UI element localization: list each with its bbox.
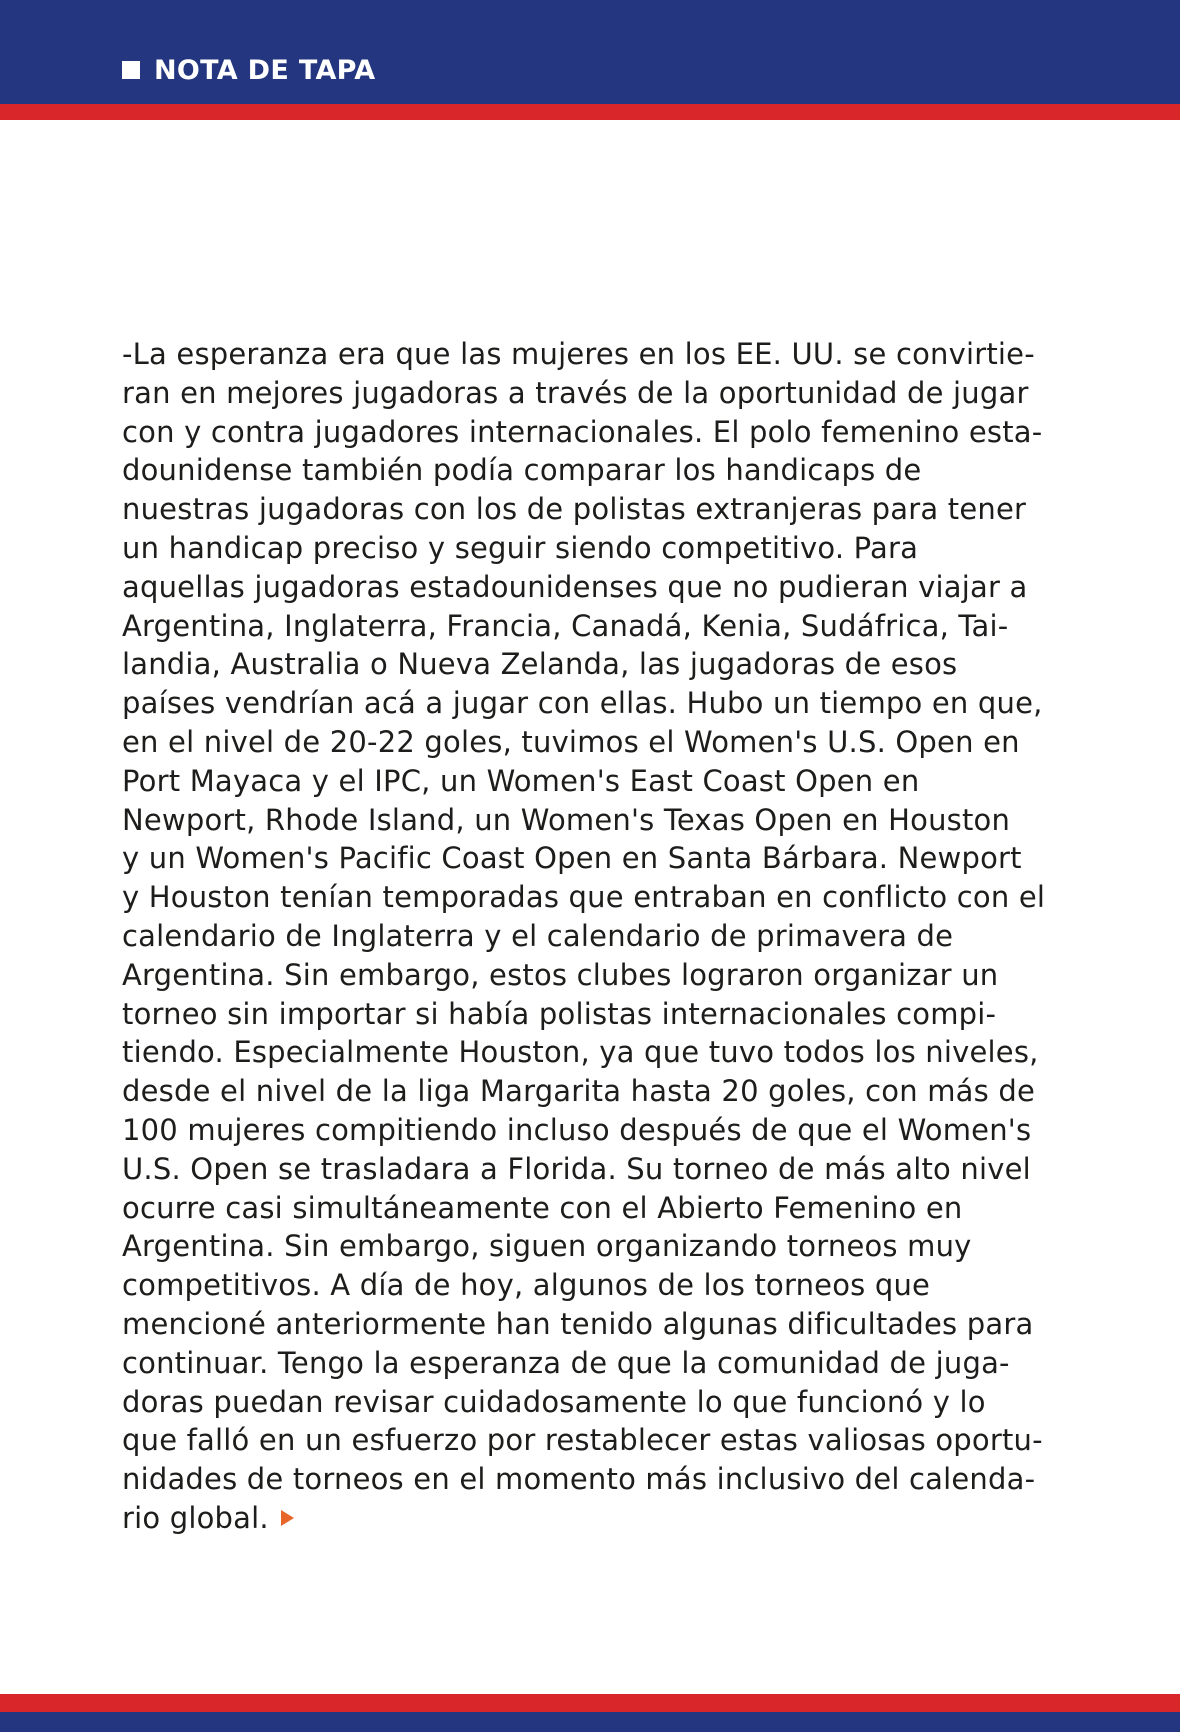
article-line: continuar. Tengo la esperanza de que la comunidad de juga- <box>122 1345 1010 1380</box>
article-line: ocurre casi simultáneamente con el Abierto Femenino en <box>122 1190 963 1225</box>
article-line: Argentina, Inglaterra, Francia, Canadá, Kenia, Sudáfrica, Tai- <box>122 608 1009 643</box>
article-line: en el nivel de 20-22 goles, tuvimos el Women's U.S. Open en <box>122 724 1020 759</box>
article-line: ran en mejores jugadoras a través de la oportunidad de jugar <box>122 375 1029 410</box>
article-line: un handicap preciso y seguir siendo competitivo. Para <box>122 530 919 565</box>
article-line: Newport, Rhode Island, un Women's Texas Open en Houston <box>122 802 1011 837</box>
article-line: 100 mujeres compitiendo incluso después de que el Women's <box>122 1112 1032 1147</box>
article-line: y Houston tenían temporadas que entraban en conflicto con el <box>122 880 1046 915</box>
article-line: torneo sin importar si había polistas internacionales compi- <box>122 996 997 1031</box>
article-line: Argentina. Sin embargo, siguen organizando torneos muy <box>122 1229 972 1264</box>
triangle-right-icon <box>281 1510 294 1526</box>
article-line: nuestras jugadoras con los de polistas extranjeras para tener <box>122 492 1027 527</box>
article-line: aquellas jugadoras estadounidenses que no pudieran viajar a <box>122 569 1028 604</box>
article-line: que falló en un esfuerzo por restablecer estas valiosas oportu- <box>122 1423 1043 1458</box>
footer-bar <box>0 1712 1180 1732</box>
article-line: landia, Australia o Nueva Zelanda, las jugadoras de esos <box>122 647 958 682</box>
section-label <box>122 50 375 90</box>
article-line: competitivos. A día de hoy, algunos de los torneos que <box>122 1268 931 1303</box>
article-line: tiendo. Especialmente Houston, ya que tuvo todos los niveles, <box>122 1035 1039 1070</box>
article-line: nidades de torneos en el momento más inclusivo del calenda- <box>122 1462 1036 1497</box>
article-line: países vendrían acá a jugar con ellas. Hubo un tiempo en que, <box>122 686 1043 721</box>
article-body <box>122 335 1082 1538</box>
article-line: desde el nivel de la liga Margarita hasta 20 goles, con más de <box>122 1074 1036 1109</box>
article-last-line <box>122 1499 1082 1538</box>
article-line: U.S. Open se trasladara a Florida. Su torneo de más alto nivel <box>122 1151 1031 1186</box>
footer-red-stripe <box>0 1694 1180 1712</box>
article-line: -La esperanza era que las mujeres en los EE. UU. se convirtie- <box>122 337 1035 371</box>
article-line: mencioné anteriormente han tenido algunas dificultades para <box>122 1306 1034 1341</box>
section-label-text: NOTA DE TAPA <box>154 54 376 86</box>
article-line: y un Women's Pacific Coast Open en Santa Bárbara. Newport <box>122 841 1022 876</box>
article-line: dounidense también podía comparar los handicaps de <box>122 453 922 488</box>
square-bullet-icon <box>122 61 140 79</box>
article-line: con y contra jugadores internacionales. El polo femenino esta- <box>122 414 1043 449</box>
article-line: doras puedan revisar cuidadosamente lo que funcionó y lo <box>122 1384 986 1419</box>
article-line-text: rio global. <box>122 1500 269 1535</box>
article-line: calendario de Inglaterra y el calendario de primavera de <box>122 918 954 953</box>
article-line: Port Mayaca y el IPC, un Women's East Coast Open en <box>122 763 920 798</box>
article-line: Argentina. Sin embargo, estos clubes lograron organizar un <box>122 957 999 992</box>
header-red-stripe <box>0 104 1180 120</box>
